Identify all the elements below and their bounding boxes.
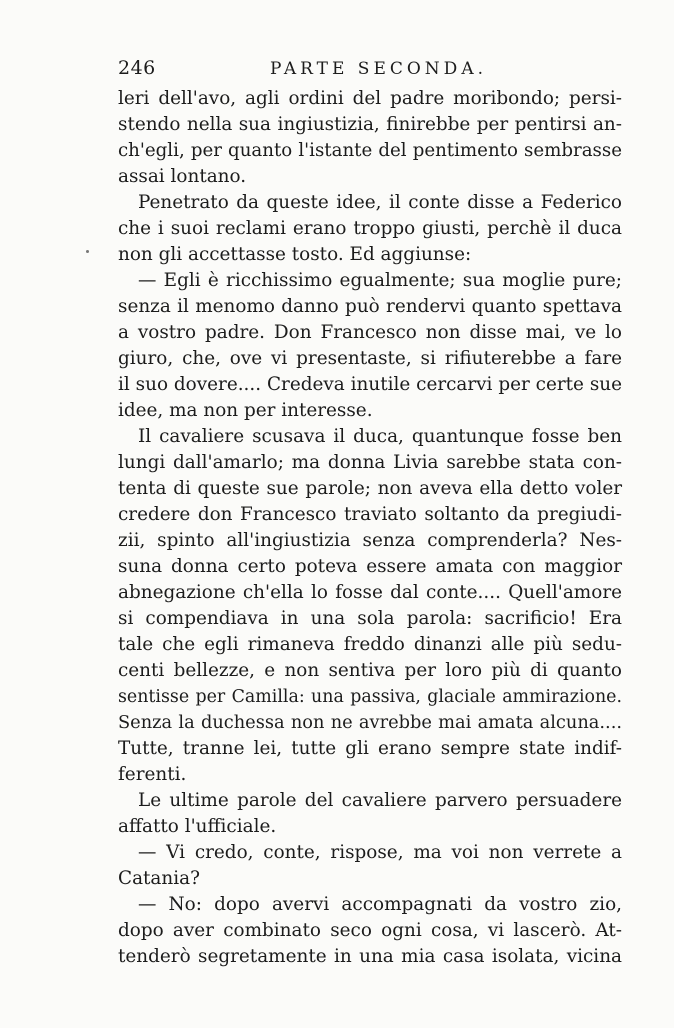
- text-line: tale che egli rimaneva freddo dinanzi alle più sedu-: [118, 634, 622, 655]
- text-line: Penetrato da queste idee, il conte disse a Federico: [138, 192, 622, 213]
- page-header: [118, 57, 628, 81]
- text-line: Tutte, tranne lei, tutte gli erano sempre state indif-: [118, 738, 622, 759]
- text-line: che i suoi reclami erano troppo giusti, perchè il duca: [118, 218, 622, 239]
- text-line: ferenti.: [118, 764, 187, 785]
- text-line: Senza la duchessa non ne avrebbe mai amata alcuna....: [118, 712, 622, 733]
- text-line: senza il menomo danno può rendervi quanto spettava: [118, 296, 622, 317]
- text-line: credere don Francesco traviato soltanto da pregiudi-: [118, 504, 622, 525]
- text-line: dopo aver combinato seco ogni cosa, vi lascerò. At-: [118, 920, 622, 941]
- text-line: affatto l'ufficiale.: [118, 816, 277, 837]
- text-line: sentisse per Camilla: una passiva, glaciale ammirazione.: [118, 687, 622, 707]
- text-line: — Egli è ricchissimo egualmente; sua moglie pure;: [138, 270, 622, 291]
- text-line: idee, ma non per interesse.: [118, 400, 373, 421]
- text-line: zii, spinto all'ingiustizia senza comprenderla? Nes-: [118, 530, 622, 551]
- text-line: si compendiava in una sola parola: sacrificio! Era: [118, 608, 622, 629]
- text-line: abnegazione ch'ella lo fosse dal conte.... Quell'amore: [118, 582, 622, 603]
- running-title: PARTE SECONDA.: [270, 59, 487, 79]
- text-line: centi bellezze, e non sentiva per loro più di quanto: [118, 660, 622, 681]
- text-line: ch'egli, per quanto l'istante del pentimento sembrasse: [118, 140, 622, 161]
- text-line: — Vi credo, conte, rispose, ma voi non verrete a: [138, 842, 622, 863]
- text-line: giuro, che, ove vi presentaste, si rifiuterebbe a fare: [118, 348, 622, 369]
- text-line: a vostro padre. Don Francesco non disse mai, ve lo: [118, 322, 622, 343]
- text-line: il suo dovere.... Credeva inutile cercarvi per certe sue: [118, 374, 622, 395]
- text-line: suna donna certo poteva essere amata con maggior: [118, 556, 622, 577]
- text-line: Le ultime parole del cavaliere parvero persuadere: [138, 790, 622, 811]
- text-line: lungi dall'amarlo; ma donna Livia sarebbe stata con-: [118, 452, 622, 473]
- text-line: tenderò segretamente in una mia casa isolata, vicina: [118, 946, 622, 967]
- text-line: leri dell'avo, agli ordini del padre moribondo; persi-: [118, 88, 622, 109]
- text-line: Il cavaliere scusava il duca, quantunque fosse ben: [138, 426, 622, 447]
- text-line: assai lontano.: [118, 166, 247, 187]
- page-number: 246: [118, 57, 156, 79]
- text-line: Catania?: [118, 868, 200, 889]
- text-line: stendo nella sua ingiustizia, finirebbe per pentirsi an-: [118, 114, 622, 135]
- text-line: tenta di queste sue parole; non aveva ella detto voler: [118, 478, 622, 499]
- margin-speck: [86, 250, 89, 253]
- text-line: non gli accettasse tosto. Ed aggiunse:: [118, 244, 472, 265]
- text-line: — No: dopo avervi accompagnati da vostro zio,: [138, 894, 622, 915]
- body-text: [118, 86, 622, 970]
